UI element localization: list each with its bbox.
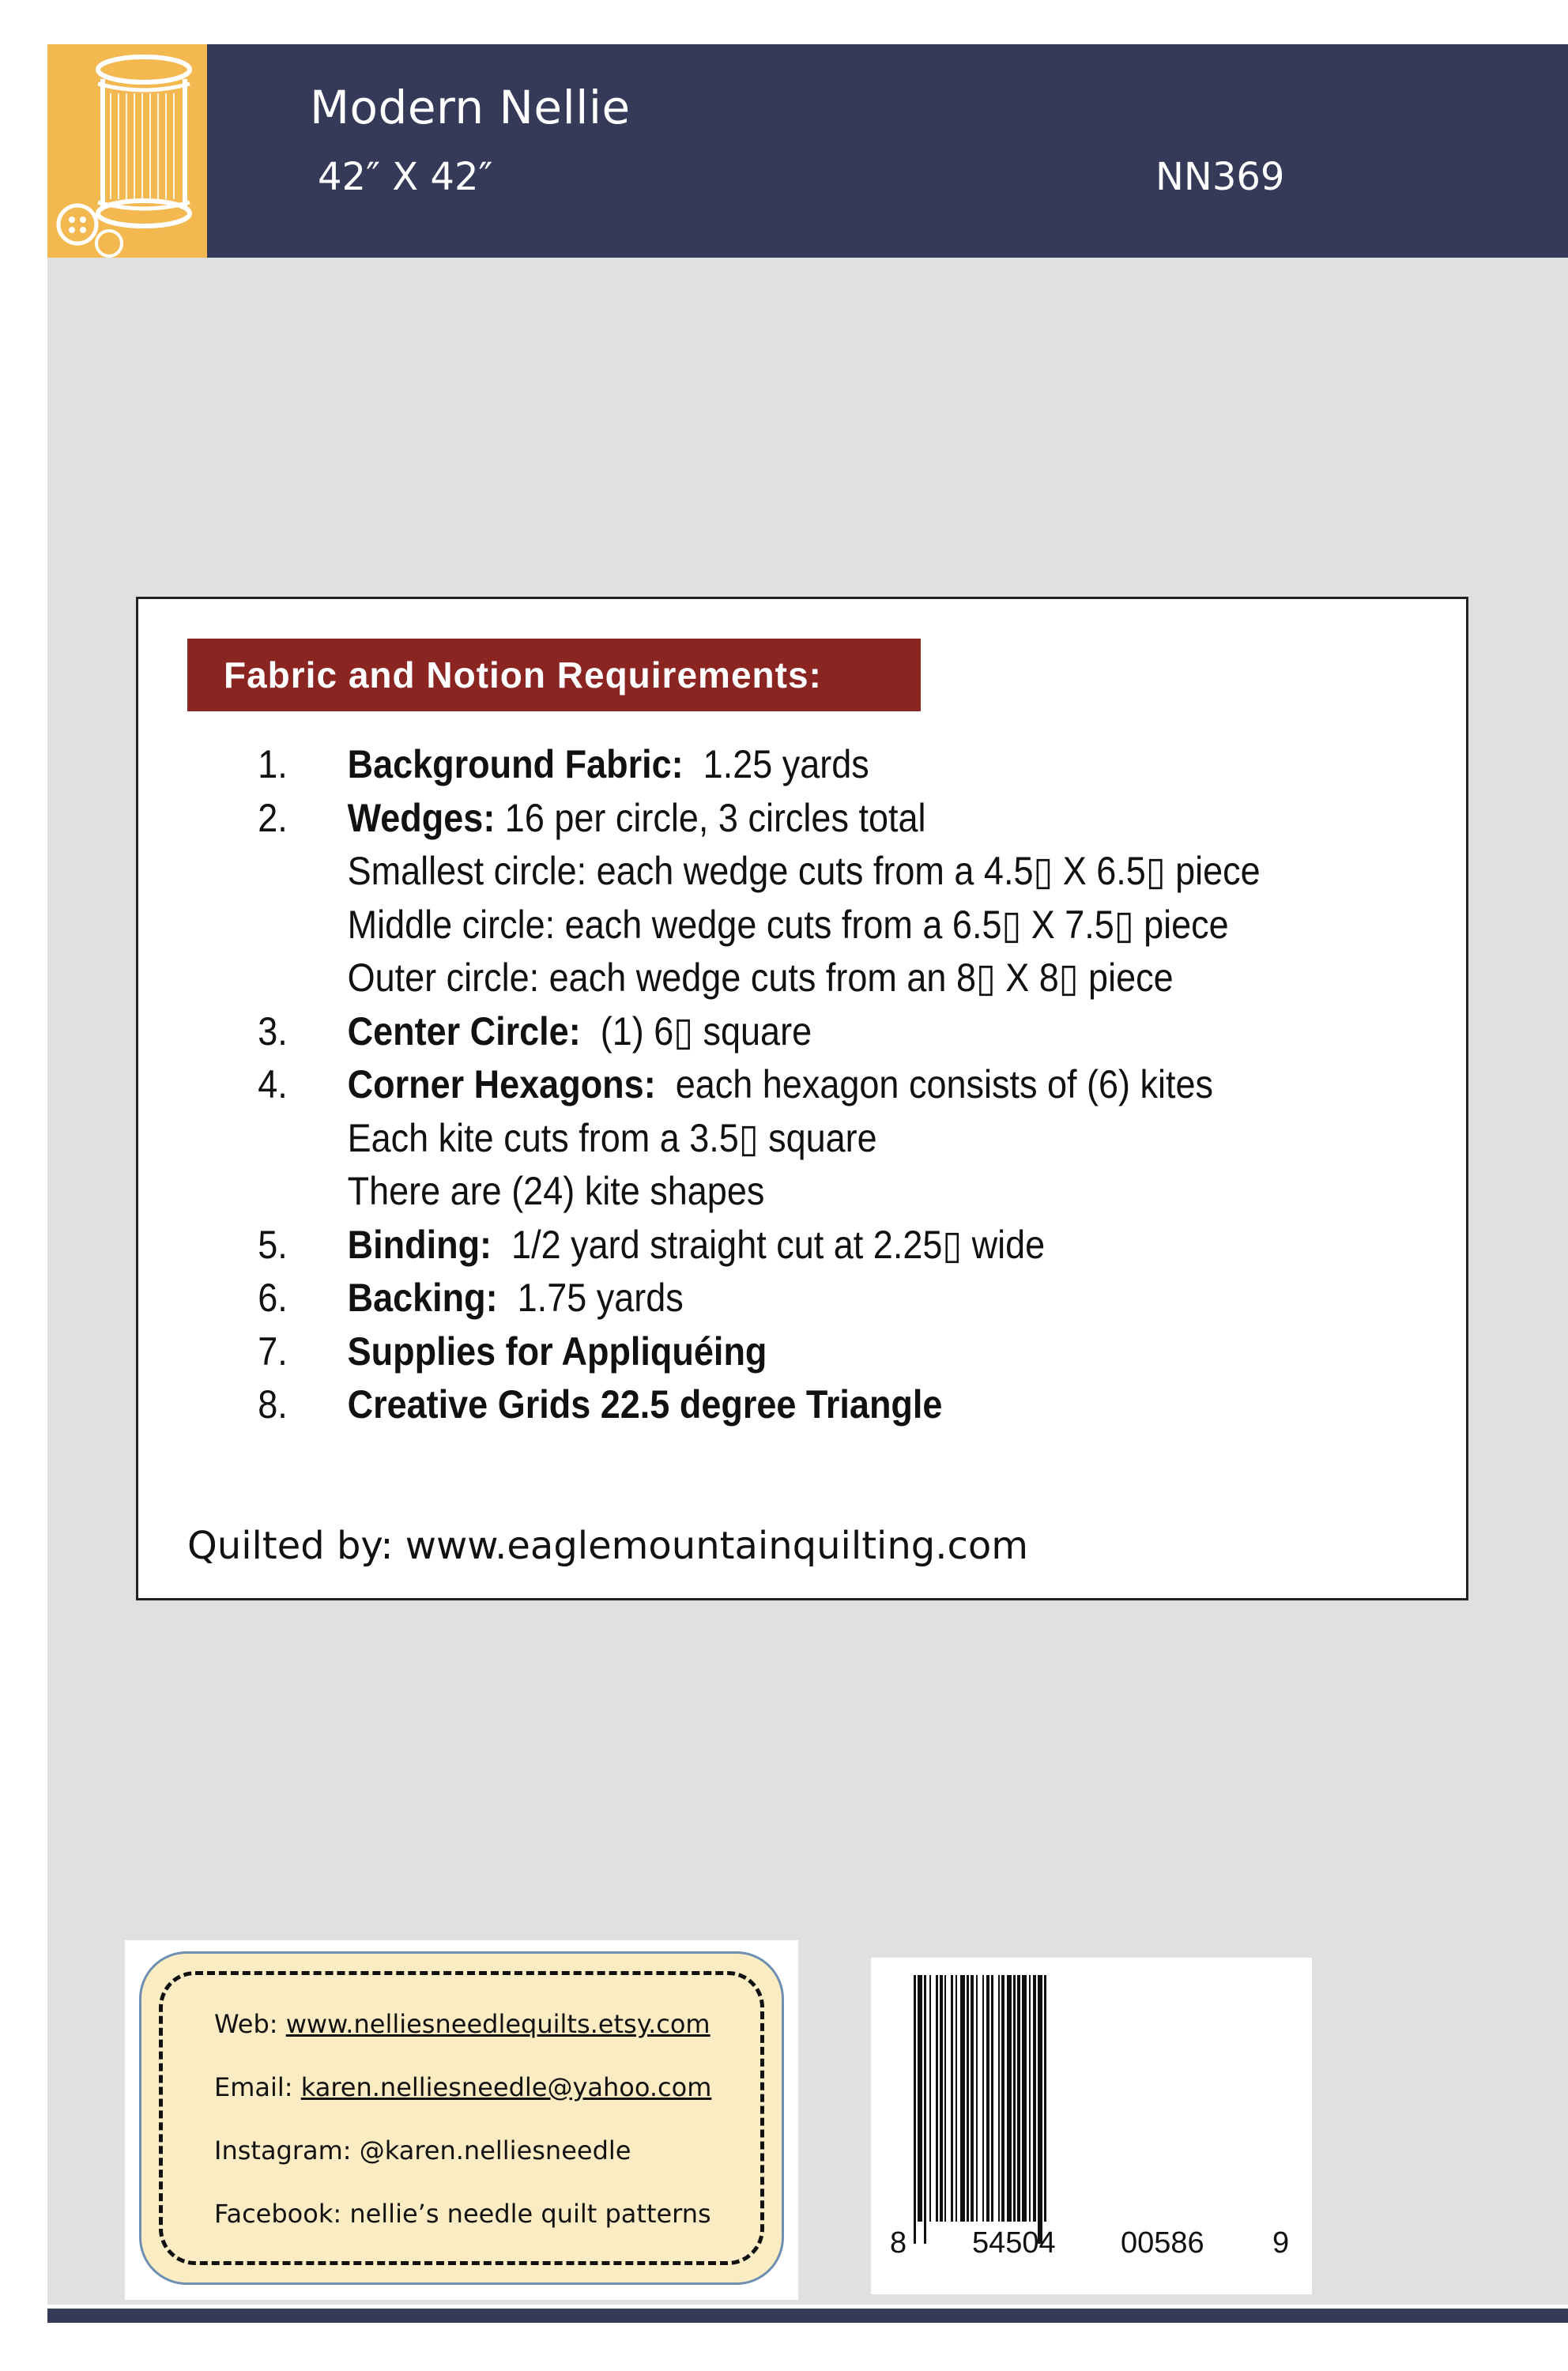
pattern-size: 42″ X 42″ <box>318 155 493 199</box>
requirement-number: 1. <box>258 742 288 786</box>
requirement-detail: each hexagon consists of (6) kites <box>655 1062 1214 1106</box>
barcode-bar <box>929 1975 931 2222</box>
barcode-bar <box>918 1975 922 2222</box>
barcode-bar <box>1001 1975 1004 2222</box>
barcode-bar <box>944 1975 946 2222</box>
barcode-bar <box>982 1975 984 2222</box>
pattern-code: NN369 <box>1155 155 1285 199</box>
barcode-bar <box>1044 1975 1046 2222</box>
barcode-bar <box>976 1975 978 2222</box>
requirement-label: Creative Grids 22.5 degree Triangle <box>347 1382 943 1427</box>
footer-line <box>47 2309 1568 2323</box>
requirement-label: Corner Hexagons: <box>347 1062 656 1106</box>
requirement-text <box>348 898 1229 952</box>
requirement-text <box>348 1111 877 1165</box>
requirements-box <box>136 597 1468 1600</box>
quilted-by-credit: Quilted by: www.eaglemountainquilting.com <box>187 1524 1029 1568</box>
barcode-bar <box>956 1975 957 2222</box>
requirement-text <box>348 951 1174 1005</box>
contact-card-wrapper <box>125 1940 798 2300</box>
requirement-text <box>348 791 926 845</box>
requirement-number: 8. <box>258 1382 288 1427</box>
requirement-text <box>348 1057 1213 1111</box>
requirement-number: 5. <box>258 1222 288 1267</box>
requirement-text <box>348 1325 767 1378</box>
contact-card <box>139 1951 784 2285</box>
barcode-bar <box>971 1975 974 2222</box>
requirement-text <box>348 1218 1046 1272</box>
requirement-detail: There are (24) kite shapes <box>347 1169 765 1213</box>
requirement-detail: Middle circle: each wedge cuts from a 6.5▯ X 7.5▯ piece <box>347 902 1229 947</box>
requirement-label: Binding: <box>347 1222 492 1267</box>
barcode <box>871 1958 1312 2294</box>
barcode-bar <box>1017 1975 1020 2222</box>
barcode-bar <box>951 1975 953 2222</box>
requirement-label: Backing: <box>347 1276 498 1320</box>
pattern-title: Modern Nellie <box>310 81 631 134</box>
barcode-bar <box>967 1975 969 2222</box>
requirement-text <box>348 844 1261 898</box>
requirement-text <box>348 1378 943 1431</box>
requirement-number: 3. <box>258 1008 288 1054</box>
email-label: Email: <box>214 2072 301 2102</box>
requirement-detail: Outer circle: each wedge cuts from an 8▯ X 8▯ piece <box>347 956 1174 1000</box>
thread-spool-icon <box>47 44 207 258</box>
requirement-number: 4. <box>258 1062 288 1106</box>
requirement-detail: (1) 6▯ square <box>580 1008 812 1054</box>
requirement-label: Center Circle: <box>347 1008 581 1054</box>
requirement-label: Background Fabric: <box>347 742 684 786</box>
requirement-detail: Smallest circle: each wedge cuts from a 4.5▯ X 6.5▯ piece <box>347 849 1261 893</box>
barcode-bar <box>986 1975 989 2222</box>
header-bar <box>47 44 1568 258</box>
requirement-text <box>348 737 869 791</box>
barcode-bar <box>1029 1975 1031 2222</box>
barcode-bar <box>936 1975 938 2222</box>
barcode-bar <box>914 1975 916 2244</box>
barcode-bar <box>1013 1975 1016 2222</box>
web-link[interactable]: www.nelliesneedlequilts.etsy.com <box>285 2009 710 2039</box>
requirement-detail: 1.25 yards <box>683 742 869 786</box>
barcode-bar <box>1033 1975 1036 2222</box>
web-label: Web: <box>214 2009 286 2039</box>
requirement-text <box>348 1271 684 1325</box>
email-link[interactable]: karen.nelliesneedle@yahoo.com <box>300 2072 712 2102</box>
requirement-number: 2. <box>258 795 288 840</box>
requirement-detail: 1/2 yard straight cut at 2.25▯ wide <box>492 1222 1046 1267</box>
barcode-bar <box>1038 1975 1042 2244</box>
requirement-number: 6. <box>258 1276 288 1320</box>
barcode-bar <box>1022 1975 1027 2222</box>
contact-instagram: Instagram: @karen.nelliesneedle <box>214 2135 631 2166</box>
barcode-group-left: 54504 <box>972 2226 1056 2260</box>
barcode-bar <box>991 1975 993 2222</box>
contact-email <box>214 2072 711 2102</box>
barcode-bar <box>940 1975 943 2222</box>
requirements-heading: Fabric and Notion Requirements: <box>187 639 921 711</box>
barcode-bars <box>871 1958 1312 2294</box>
barcode-bar <box>960 1975 965 2222</box>
requirement-detail: 1.75 yards <box>497 1276 684 1320</box>
barcode-group-right: 00586 <box>1121 2226 1204 2260</box>
barcode-digit-first: 8 <box>890 2226 907 2260</box>
requirement-text <box>348 1005 812 1058</box>
requirement-detail: 16 per circle, 3 circles total <box>495 795 926 840</box>
contact-facebook: Facebook: nellie’s needle quilt patterns <box>214 2199 711 2229</box>
barcode-bar <box>998 1975 1000 2222</box>
requirement-number: 7. <box>258 1329 288 1374</box>
requirement-label: Supplies for Appliquéing <box>347 1329 767 1374</box>
contact-web <box>214 2009 710 2039</box>
requirement-detail: Each kite cuts from a 3.5▯ square <box>347 1115 877 1160</box>
barcode-bar <box>924 1975 926 2244</box>
barcode-digit-last: 9 <box>1272 2226 1290 2260</box>
requirement-text <box>348 1164 765 1218</box>
barcode-bar <box>1007 1975 1012 2222</box>
requirement-label: Wedges: <box>347 795 496 840</box>
